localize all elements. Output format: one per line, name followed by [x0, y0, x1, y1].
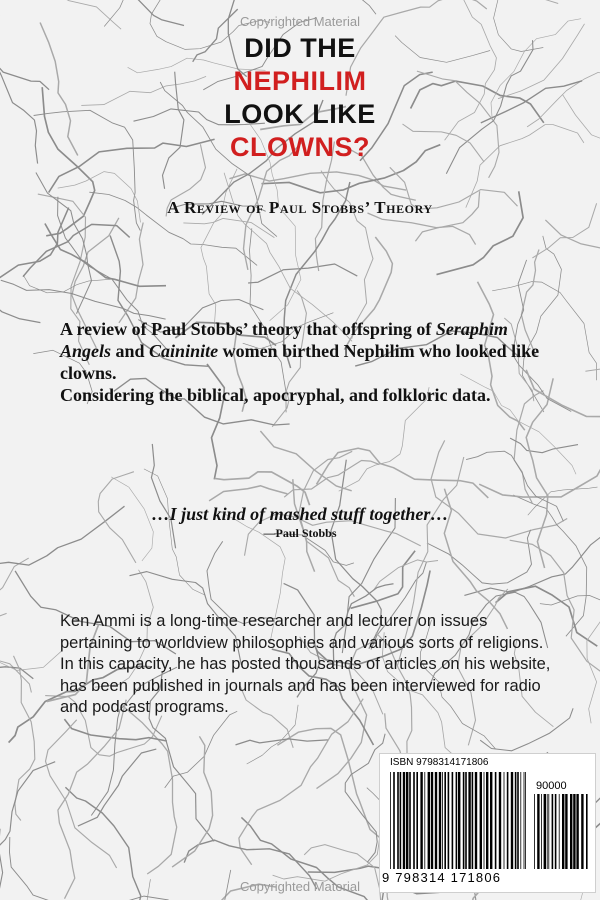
crack-line [587, 619, 600, 723]
crack-line [284, 461, 379, 498]
isbn-barcode [379, 753, 596, 893]
crack-line [260, 431, 351, 491]
barcode-bar [416, 772, 418, 869]
crack-line [45, 224, 166, 287]
isbn-label: ISBN 9798314171806 [390, 757, 489, 768]
barcode-bar [439, 772, 441, 869]
bio-paragraph-1: Ken Ammi is a long-time researcher and lecturer on issues pertaining to worldview philosophies and various sorts of religions. [60, 612, 544, 652]
blurb-paragraph-2: Considering the biblical, apocryphal, and folkloric data. [60, 385, 491, 405]
cover-title [130, 32, 470, 164]
barcode-bar [458, 772, 460, 869]
barcode-bar [544, 794, 546, 869]
barcode-bar [547, 794, 548, 869]
crack-line [585, 369, 600, 435]
barcode-bar [525, 772, 526, 869]
barcode-bar [515, 772, 517, 869]
crack-line [239, 699, 363, 865]
crack-line [562, 94, 600, 197]
pull-quote-author: —Paul Stobbs [263, 526, 337, 540]
barcode-addon-bars [534, 794, 588, 869]
barcode-bar [486, 772, 488, 869]
barcode-bar [480, 772, 482, 869]
crack-line [23, 224, 130, 276]
barcode-bar [484, 772, 485, 869]
crack-line [64, 719, 166, 741]
crack-line [40, 23, 78, 156]
crack-line [473, 0, 559, 4]
barcode-bar [524, 772, 525, 869]
crack-line [209, 486, 287, 501]
barcode-bar [475, 772, 477, 869]
barcode-bar [472, 772, 474, 869]
barcode-bar [420, 772, 422, 869]
barcode-bar [552, 794, 554, 869]
barcode-digits: 9 798314 171806 [382, 870, 502, 885]
barcode-bar [403, 772, 405, 869]
barcode-bar [517, 772, 519, 869]
barcode-bar [562, 794, 564, 869]
barcode-bar [435, 772, 437, 869]
bio-paragraph-2: In this capacity, he has posted thousands of articles on his website, has been published in journals and has been interviewed for radio and podcast programs. [60, 655, 551, 716]
blurb-italic-seraphim: Seraphim Angels [60, 319, 508, 361]
barcode-bar [534, 794, 535, 869]
barcode-bar [431, 772, 433, 869]
barcode-bar [570, 794, 572, 869]
author-bio [60, 611, 560, 719]
title-line-4: CLOWNS? [230, 132, 370, 162]
barcode-bar [456, 772, 458, 869]
crack-line [165, 711, 238, 788]
title-line-2: NEPHILIM [233, 66, 367, 96]
barcode-bar [448, 772, 450, 869]
barcode-bar [495, 772, 497, 869]
crack-line [215, 472, 310, 505]
barcode-bar [490, 772, 492, 869]
barcode-bar [555, 794, 557, 869]
crack-line [0, 651, 62, 675]
pull-quote: …I just kind of mashed stuff together… [151, 504, 449, 524]
barcode-bar [537, 794, 539, 869]
barcode-bar [465, 772, 467, 869]
crack-line [78, 749, 156, 826]
barcode-bar [548, 794, 549, 869]
crack-line [510, 438, 578, 453]
crack-line [0, 29, 49, 90]
barcode-bar [573, 794, 575, 869]
crack-line [229, 172, 406, 190]
barcode-bar [400, 772, 402, 869]
crack-line [0, 208, 69, 294]
barcode-bar [520, 772, 521, 869]
barcode-bar [452, 772, 454, 869]
crack-line [273, 831, 381, 882]
book-blurb [60, 318, 560, 406]
barcode-bar [511, 772, 513, 869]
blurb-italic-caininite: Caininite [149, 341, 219, 361]
barcode-bar [390, 772, 391, 869]
crack-line [183, 218, 274, 237]
barcode-bar [507, 772, 509, 869]
title-line-3: LOOK LIKE [224, 99, 376, 129]
barcode-bar [409, 772, 411, 869]
crack-line [0, 558, 31, 692]
crack-line [545, 220, 600, 305]
barcode-bar [393, 772, 395, 869]
barcode-main-bars [390, 772, 528, 869]
barcode-bar [444, 772, 446, 869]
barcode-bar [428, 772, 430, 869]
barcode-bar [576, 794, 578, 869]
barcode-bar [406, 772, 408, 869]
barcode-bar [424, 772, 425, 869]
blurb-paragraph-1 [60, 318, 560, 384]
barcode-bar [559, 794, 560, 869]
crack-line [0, 601, 7, 623]
crack-line [527, 69, 600, 127]
crack-line [201, 169, 237, 328]
crack-line [0, 16, 38, 164]
barcode-bar [413, 772, 415, 869]
price-code: 90000 [536, 780, 567, 792]
crack-line [277, 728, 385, 842]
barcode-bar [581, 794, 583, 869]
copyright-watermark-bottom: Copyrighted Material [240, 879, 360, 894]
barcode-bar [463, 772, 465, 869]
blurb-text-b: and [111, 341, 150, 361]
barcode-bar [397, 772, 399, 869]
crack-line [122, 706, 176, 875]
barcode-bar [442, 772, 443, 869]
barcode-bar [499, 772, 501, 869]
crack-line [301, 0, 376, 14]
crack-line [466, 125, 584, 208]
barcode-bar [565, 794, 567, 869]
barcode-bar [504, 772, 505, 869]
blurb-text-a: A review of Paul Stobbs’ theory that offspring of [60, 319, 436, 339]
barcode-bar [541, 794, 542, 869]
barcode-bar [468, 772, 470, 869]
title-line-1: DID THE [244, 33, 356, 63]
copyright-watermark-top: Copyrighted Material [240, 14, 360, 29]
crack-line [172, 736, 213, 867]
barcode-bar [586, 794, 588, 869]
crack-line [491, 19, 581, 119]
cover-subtitle: A Review of Paul Stobbs’ Theory [167, 198, 433, 217]
blurb-text-c: women birthed Nephilim who looked like clowns. [60, 341, 540, 383]
